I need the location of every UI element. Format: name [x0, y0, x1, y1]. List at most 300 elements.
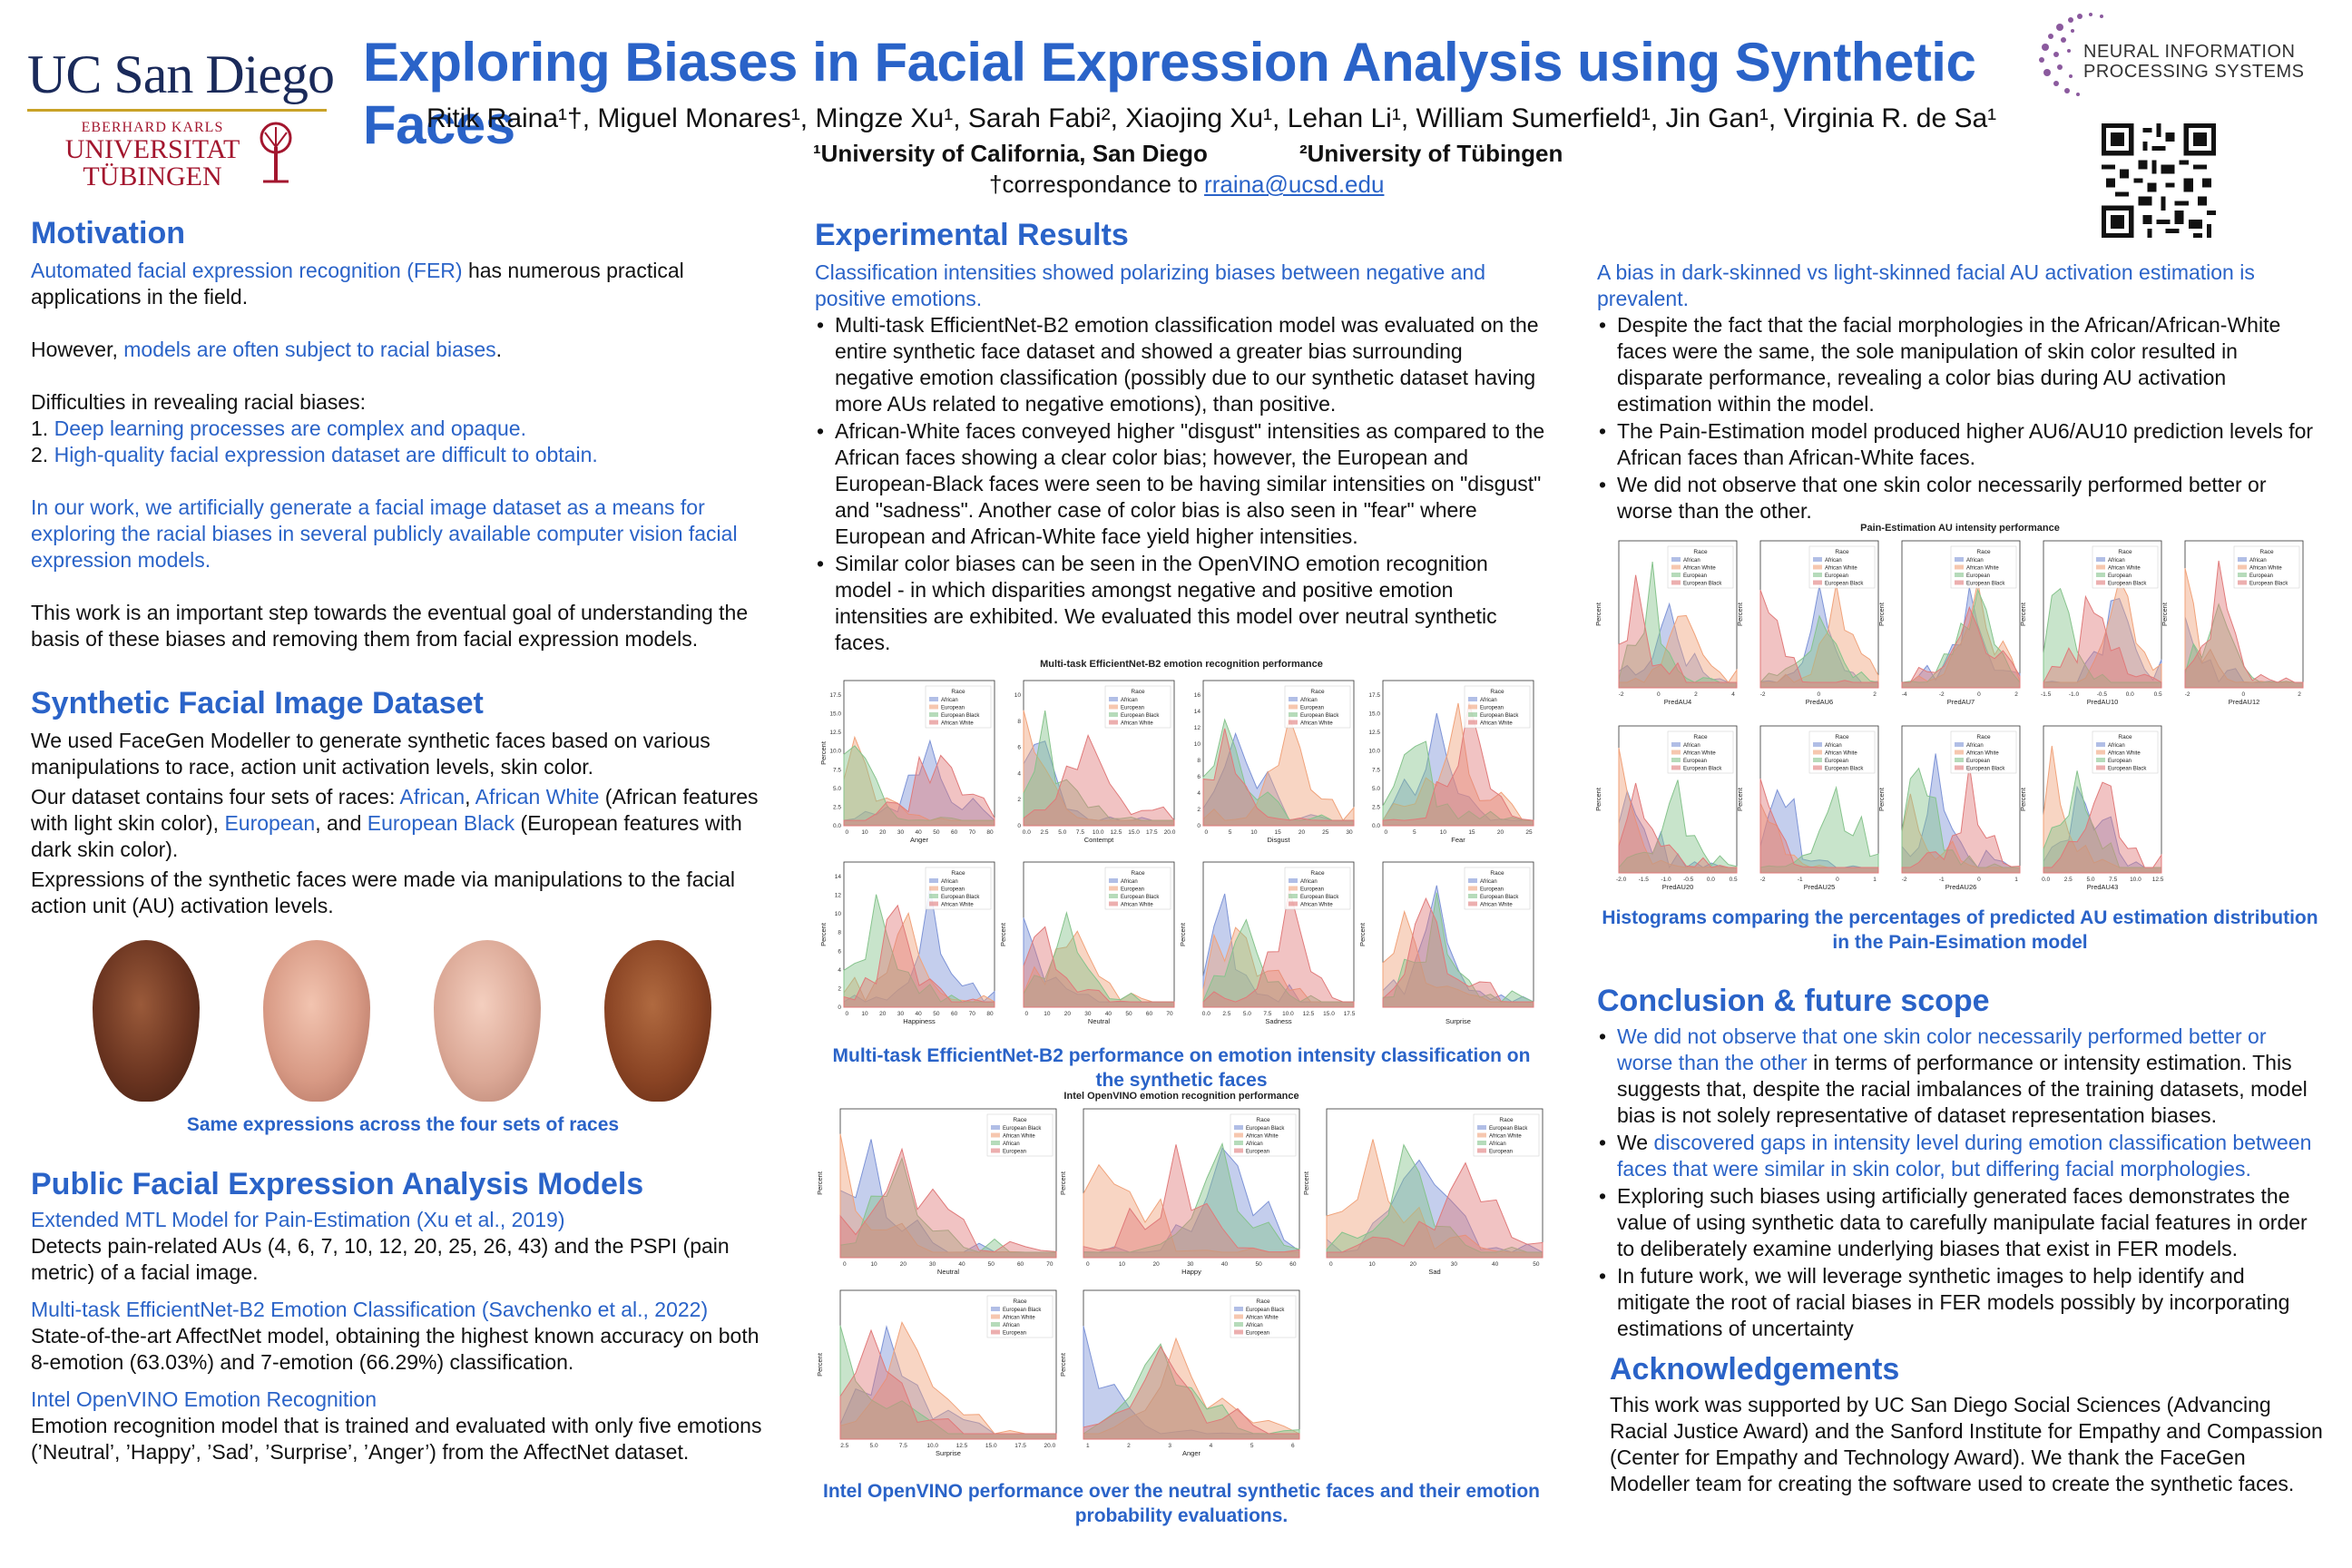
fig3-legend-swatch-4-0: [2238, 557, 2247, 562]
fig1-xtick-1-8: 20.0: [1163, 829, 1176, 836]
fig1-legend-entry-5-1: European: [1121, 887, 1145, 893]
fig3-legend-entry-5-2: European: [1683, 759, 1708, 764]
fig2-xtick-2-0: 0: [1328, 1261, 1333, 1268]
tubingen-logo: [53, 120, 252, 191]
fig1-xtick-6-6: 15.0: [1323, 1011, 1335, 1017]
fig3-xlabel-3: PredAU10: [2086, 698, 2119, 706]
fig3-subplot-3: [2019, 541, 2162, 706]
fig3-legend-swatch-6-1: [1813, 750, 1822, 755]
fig1-title: Multi-task EfficientNet-B2 emotion recognition performance: [1040, 659, 1323, 670]
fig1-ytick-2-4: 8: [1197, 758, 1200, 764]
motivation-p3: Difficulties in revealing racial biases:: [31, 390, 367, 414]
fig1-legend-entry-6-2: European Black: [1300, 895, 1339, 900]
fig2-xlabel-0: Neutral: [936, 1268, 960, 1276]
fig2-legend-swatch-4-3: [1234, 1330, 1243, 1335]
fig1-xtick-0-5: 50: [933, 829, 940, 836]
fig1-ytick-1-1: 2: [1017, 797, 1021, 804]
fig1-xtick-4-5: 50: [933, 1011, 940, 1017]
fig1-legend-entry-7-2: European Black: [1480, 895, 1519, 900]
fig3-legend-swatch-2-3: [1955, 581, 1964, 585]
difficulty-1-number: 1.: [31, 416, 54, 440]
fig3-legend-swatch-1-1: [1813, 565, 1822, 570]
fig1-ytick-2-5: 10: [1193, 741, 1200, 748]
fig3-legend-entry-0-1: African White: [1683, 565, 1716, 572]
fig2-legend-swatch-0-2: [991, 1141, 1000, 1145]
fig2-ylabel-2: Percent: [1302, 1171, 1310, 1195]
fig3-legend-entry-6-3: European Black: [1825, 766, 1864, 772]
difficulty-2: [31, 442, 775, 468]
fig3-legend-title-3: Race: [2118, 549, 2132, 555]
fig3-legend-title-7: Race: [1976, 734, 1991, 740]
fig3-legend-entry-3-2: European: [2108, 573, 2132, 579]
fig1-xtick-5-6: 60: [1145, 1011, 1153, 1017]
fig2-chart: [817, 1102, 1546, 1483]
dataset-heading: Synthetic Facial Image Dataset: [31, 686, 484, 720]
fig1-ytick-4-5: 10: [834, 911, 841, 918]
face-african: [93, 940, 200, 1102]
fig1-xtick-5-4: 40: [1104, 1011, 1112, 1017]
fig1-xtick-1-5: 12.5: [1110, 829, 1122, 836]
fig3-legend-entry-5-0: African: [1683, 743, 1700, 749]
fig2-xtick-4-3: 4: [1209, 1443, 1213, 1449]
correspondence-email-link[interactable]: rraina@ucsd.edu: [1204, 171, 1385, 198]
fig3-chart: [1594, 532, 2323, 902]
fig1-legend-swatch-4-0: [929, 878, 938, 883]
fig1-legend-entry-6-3: African White: [1300, 902, 1333, 908]
author-list: Ritik Raina¹†, Miguel Monares¹, Mingze Xu¹, Sarah Fabi², Xiaojing Xu¹, Lehan Li¹, William Sumerfield¹, Jin Gan¹, Virginia R. de Sa¹: [426, 103, 1997, 133]
fig2-xtick-2-3: 30: [1450, 1261, 1458, 1268]
fig1-xtick-4-2: 20: [879, 1011, 887, 1017]
fig3-legend-swatch-1-3: [1813, 581, 1822, 585]
fig1-xtick-1-1: 2.5: [1040, 829, 1049, 836]
fig2-legend-swatch-3-0: [991, 1307, 1000, 1311]
fig1-legend-entry-3-3: African White: [1480, 720, 1513, 727]
fig2-legend-entry-3-3: European: [1003, 1330, 1027, 1337]
fig2-legend-entry-2-1: African White: [1489, 1133, 1522, 1140]
fig1-caption: Multi-task EfficientNet-B2 performance on emotion intensity classification on the synthetic faces: [832, 1045, 1531, 1091]
fig1-ytick-0-6: 15.0: [829, 710, 841, 718]
dataset-comma-1: ,: [465, 785, 475, 808]
conclusion-bullet-4: • In future work, we will leverage synthetic images to help identify and mitigate the root of racial biases in FER models possibly by incorporating estimations of uncertainty: [1597, 1263, 2323, 1342]
fig1-ytick-3-1: 2.5: [1371, 804, 1380, 811]
fig3-legend-swatch-8-2: [2096, 758, 2105, 762]
fig1-xtick-4-6: 60: [950, 1011, 958, 1017]
fig3-legend-swatch-6-3: [1813, 766, 1822, 770]
fig1-xtick-0-1: 10: [861, 829, 868, 836]
fig3-legend-swatch-2-0: [1955, 557, 1964, 562]
motivation-p2: [31, 337, 775, 363]
fig3-legend-title-0: Race: [1693, 549, 1708, 555]
tubingen-logo-line2: TÜBINGEN: [83, 162, 222, 191]
affiliation-ucsd: ¹University of California, San Diego: [813, 140, 1208, 167]
race-african-white: African White: [475, 785, 600, 808]
fig1-legend-title-3: Race: [1490, 689, 1504, 695]
fig2-ylabel-1: Percent: [1059, 1171, 1067, 1195]
model-2-title: Multi-task EfficientNet-B2 Emotion Classification (Savchenko et al., 2022): [31, 1298, 709, 1321]
fig3-xtick-5-1: -1.5: [1638, 877, 1649, 883]
fig3-xtick-8-4: 10.0: [2130, 877, 2141, 883]
fig1-xtick-1-7: 17.5: [1145, 829, 1158, 836]
fig1-legend-entry-7-1: European: [1480, 887, 1504, 893]
fig3-xtick-7-2: 0: [1977, 877, 1981, 883]
conclusion-1-highlight: We did not observe that one skin color necessarily performed better or worse than the other: [1617, 1024, 2267, 1074]
fig2-xtick-2-4: 40: [1492, 1261, 1499, 1268]
fig3-legend-swatch-0-3: [1671, 581, 1681, 585]
fig1-ylabel-0: Percent: [819, 741, 828, 765]
fig1-xtick-5-0: 0: [1024, 1011, 1029, 1017]
fig1-xtick-3-5: 25: [1525, 829, 1533, 836]
motivation-heading: Motivation: [31, 216, 185, 250]
fig1-legend-swatch-5-2: [1109, 894, 1118, 898]
fig2-xtick-2-1: 10: [1368, 1261, 1376, 1268]
results-bullet-2: • African-White faces conveyed higher "disgust" intensities as compared to the African faces showing a clear color bias; however, the European and European-Black faces were seen to be having similar intensities on "disgust" and "sadness". Another case of color bias is also seen in "fear" where European and African-White face yield higher intensities.: [815, 418, 1546, 550]
fig3-subplot-2: [1877, 541, 2020, 706]
fig1-legend-entry-5-2: European Black: [1121, 895, 1160, 900]
dataset-p2-end: (European features with dark skin color).: [31, 811, 742, 861]
fig2-legend-entry-4-3: European: [1246, 1330, 1270, 1337]
fig3-legend-title-6: Race: [1835, 734, 1849, 740]
fig1-xtick-3-0: 0: [1384, 829, 1388, 836]
fig3-legend-entry-5-3: European Black: [1683, 766, 1722, 772]
ack-heading: Acknowledgements: [1610, 1352, 1900, 1387]
fig1-legend-swatch-6-3: [1289, 902, 1298, 906]
au-bullet-2: • The Pain-Estimation model produced higher AU6/AU10 prediction levels for African faces than African-White faces.: [1597, 418, 2323, 471]
fig2-legend-swatch-2-2: [1477, 1141, 1486, 1145]
fig2-subplot-3: [816, 1290, 1056, 1457]
fig1-legend-swatch-0-2: [929, 712, 938, 717]
fig1-chart: [817, 668, 1546, 1040]
fig2-legend-swatch-1-0: [1234, 1125, 1243, 1130]
fig1-legend-entry-1-3: African White: [1121, 720, 1153, 727]
fig3-xlabel-2: PredAU7: [1946, 698, 1975, 706]
fig1-xtick-6-0: 0.0: [1201, 1011, 1210, 1017]
fig1-subplot-2: [1194, 681, 1354, 844]
fig1-legend-entry-3-2: European Black: [1480, 713, 1519, 719]
fig3-legend-entry-0-2: European: [1683, 573, 1708, 579]
difficulty-2-number: 2.: [31, 443, 54, 466]
fig1-legend-swatch-2-1: [1289, 705, 1298, 710]
au-bullet-3: • We did not observe that one skin color necessarily performed better or worse than the other.: [1597, 472, 2323, 524]
fig1-legend-entry-6-0: African: [1300, 879, 1318, 885]
fig2-legend-entry-3-2: African: [1003, 1323, 1020, 1328]
fig1-xlabel-5: Neutral: [1087, 1017, 1111, 1025]
fig1-xtick-0-8: 80: [986, 829, 994, 836]
fig3-legend-entry-2-1: African White: [1966, 565, 1999, 572]
fig1-ytick-0-0: 0.0: [832, 823, 841, 829]
fig3-xlabel-0: PredAU4: [1663, 698, 1692, 706]
fig1-legend-entry-7-0: African: [1480, 879, 1497, 885]
fig2-xtick-4-4: 5: [1250, 1443, 1254, 1449]
motivation-p1-rest: has numerous practical applications in the field.: [31, 259, 684, 309]
fig1-xtick-5-2: 20: [1063, 1011, 1071, 1017]
fig1-xtick-3-2: 10: [1439, 829, 1447, 836]
fig3-legend-entry-1-0: African: [1825, 558, 1842, 564]
fig3-legend-swatch-7-0: [1955, 742, 1964, 747]
fig1-xtick-5-5: 50: [1125, 1011, 1132, 1017]
fig3-legend-entry-1-3: European Black: [1825, 581, 1864, 587]
qr-code-icon: [2102, 123, 2216, 238]
fig3-legend-entry-2-2: European: [1966, 573, 1991, 579]
fig3-legend-entry-8-2: European: [2108, 759, 2132, 764]
fig3-xtick-1-0: -2: [1759, 691, 1766, 698]
fig1-legend-entry-4-0: African: [941, 879, 958, 885]
fig2-xtick-1-2: 20: [1152, 1261, 1160, 1268]
models-heading: Public Facial Expression Analysis Models: [31, 1167, 644, 1201]
correspondence-prefix: †correspondance to: [989, 171, 1205, 198]
fig2-xtick-4-1: 2: [1127, 1443, 1131, 1449]
fig1-legend-swatch-5-1: [1109, 887, 1118, 891]
fig3-xlabel-7: PredAU26: [1945, 883, 1977, 891]
fig3-legend-entry-4-2: European: [2249, 573, 2274, 579]
fig3-legend-swatch-8-1: [2096, 750, 2105, 755]
fig1-ytick-2-7: 14: [1193, 709, 1200, 715]
fig2-legend-swatch-1-2: [1234, 1141, 1243, 1145]
fig3-legend-swatch-0-1: [1671, 565, 1681, 570]
fig3-legend-entry-1-2: European: [1825, 573, 1849, 579]
fig1-legend-entry-1-2: European Black: [1121, 713, 1160, 719]
fig1-xlabel-1: Contempt: [1083, 836, 1114, 844]
fig1-xtick-3-1: 5: [1413, 829, 1416, 836]
fig1-xtick-6-4: 10.0: [1282, 1011, 1294, 1017]
fig3-xtick-6-0: -2: [1759, 877, 1766, 883]
model-1-title: Extended MTL Model for Pain-Estimation (Xu et al., 2019): [31, 1208, 565, 1231]
fig3-legend-swatch-7-1: [1955, 750, 1964, 755]
fig3-ylabel-0: Percent: [1594, 603, 1602, 626]
fig1-ylabel-7: Percent: [1358, 923, 1367, 946]
fig1-legend-entry-1-0: African: [1121, 698, 1138, 703]
fig2-xtick-0-5: 50: [987, 1261, 995, 1268]
fig1-legend-swatch-1-1: [1109, 705, 1118, 710]
fig1-legend-entry-3-0: African: [1480, 698, 1497, 703]
tubingen-tree-icon: [256, 120, 296, 183]
fig1-xtick-0-4: 40: [915, 829, 922, 836]
dataset-p3: Expressions of the synthetic faces were made via manipulations to the facial action unit (AU) activation levels.: [31, 867, 736, 917]
fig1-legend-swatch-7-2: [1468, 894, 1477, 898]
fig1-legend-entry-3-1: European: [1480, 705, 1504, 711]
motivation-p2-end: .: [495, 338, 503, 361]
fig1-ylabel-6: Percent: [1179, 923, 1187, 946]
fig3-legend-entry-3-0: African: [2108, 558, 2125, 564]
fig1-ytick-3-3: 7.5: [1371, 767, 1380, 774]
fig1-legend-entry-2-2: European Black: [1300, 713, 1339, 719]
fig3-ylabel-3: Percent: [2019, 603, 2027, 626]
fig1-xtick-0-2: 20: [879, 829, 887, 836]
fig2-legend-title-1: Race: [1256, 1117, 1270, 1123]
results-bullet-1: • Multi-task EfficientNet-B2 emotion classification model was evaluated on the entire synthetic face dataset and showed a greater bias surrounding negative emotion classification (possibly due to our synthetic dataset having more AUs related to negative emotions), than positive.: [815, 312, 1546, 417]
fig3-legend-swatch-7-3: [1955, 766, 1964, 770]
fig2-subplot-1: [1059, 1109, 1299, 1276]
fig1-ytick-2-8: 16: [1193, 692, 1200, 699]
fig1-legend-entry-2-0: African: [1300, 698, 1318, 703]
model-1-text: Detects pain-related AUs (4, 6, 7, 10, 12, 20, 25, 26, 43) and the PSPI (pain metric) of a facial image.: [31, 1234, 730, 1284]
fig3-xtick-2-2: 0: [1977, 691, 1981, 698]
fig1-xtick-4-3: 30: [897, 1011, 905, 1017]
neurips-logo-line1: NEURAL INFORMATION: [2083, 42, 2296, 62]
motivation-body: [31, 258, 775, 652]
fig1-ytick-1-3: 6: [1017, 744, 1021, 751]
fig3-xtick-4-0: -2: [2184, 691, 2190, 698]
fig1-xtick-4-7: 70: [968, 1011, 975, 1017]
fig1-legend-title-0: Race: [951, 689, 965, 695]
fig1-legend-swatch-3-1: [1468, 705, 1477, 710]
fig3-legend-swatch-8-3: [2096, 766, 2105, 770]
results-subheading-2: A bias in dark-skinned vs light-skinned facial AU activation estimation is prevalent.: [1597, 260, 2255, 310]
fig2-legend-entry-2-0: European Black: [1489, 1126, 1528, 1132]
fig3-legend-entry-2-0: African: [1966, 558, 1984, 564]
fig3-xtick-8-3: 7.5: [2109, 877, 2118, 883]
fig3-legend-swatch-3-3: [2096, 581, 2105, 585]
fig1-legend-entry-5-3: African White: [1121, 902, 1153, 908]
fig3-legend-entry-4-3: European Black: [2249, 581, 2288, 587]
racial-bias-highlight: models are often subject to racial biases: [123, 338, 496, 361]
fig3-legend-entry-5-1: African White: [1683, 750, 1716, 757]
fig1-xtick-1-4: 10.0: [1092, 829, 1104, 836]
fig1-legend-swatch-7-0: [1468, 878, 1477, 883]
fig3-xtick-2-3: 2: [2014, 691, 2018, 698]
fig1-legend-swatch-0-1: [929, 705, 938, 710]
face-european-black: [604, 940, 711, 1102]
fig1-legend-entry-0-0: African: [941, 698, 958, 703]
fig3-title: Pain-Estimation AU intensity performance: [1860, 523, 2060, 534]
fig2-xtick-0-6: 60: [1016, 1261, 1024, 1268]
fig3-legend-swatch-6-2: [1813, 758, 1822, 762]
fig3-panel: [1594, 521, 2323, 902]
fig2-xtick-1-5: 50: [1255, 1261, 1262, 1268]
dataset-p1: We used FaceGen Modeller to generate synthetic faces based on various manipulations to race, action unit activation levels, skin color.: [31, 729, 710, 779]
fig3-legend-swatch-7-2: [1955, 758, 1964, 762]
fig1-ytick-0-1: 2.5: [832, 804, 841, 811]
tubingen-logo-line1: UNIVERSITAT: [64, 134, 240, 164]
fig1-legend-title-2: Race: [1310, 689, 1325, 695]
fig1-ytick-2-3: 6: [1197, 774, 1200, 780]
face-african-white: [263, 940, 370, 1102]
fig2-xtick-1-4: 40: [1220, 1261, 1229, 1268]
motivation-p5: This work is an important step towards the eventual goal of understanding the basis of these biases and removing them from facial expression models.: [31, 601, 749, 651]
fig1-ytick-3-7: 17.5: [1368, 692, 1380, 699]
fig3-legend-swatch-4-3: [2238, 581, 2247, 585]
results-bullet-3: • Similar color biases can be seen in the OpenVINO emotion recognition model - in which disparities amongst negative and positive emotion intensities are exhibited. We evaluated this model over neutral synthetic faces.: [815, 551, 1546, 656]
faces-caption: Same expressions across the four sets of races: [186, 1114, 620, 1135]
conclusion-2-prefix: We: [1617, 1131, 1654, 1154]
fig2-legend-swatch-4-2: [1234, 1322, 1243, 1327]
fig1-xtick-2-4: 20: [1298, 829, 1306, 836]
fig2-legend-swatch-3-3: [991, 1330, 1000, 1335]
fig3-legend-swatch-4-1: [2238, 565, 2247, 570]
fig1-ytick-2-2: 4: [1197, 790, 1200, 797]
fig2-legend-entry-4-0: European Black: [1246, 1308, 1285, 1313]
fig3-xtick-0-2: 2: [1694, 691, 1698, 698]
race-european: European: [224, 811, 316, 835]
fig2-xtick-2-2: 20: [1409, 1261, 1416, 1268]
fig3-legend-entry-7-2: European: [1966, 759, 1991, 764]
fig3-legend-entry-7-3: European Black: [1966, 766, 2005, 772]
fig3-ylabel-5: Percent: [1594, 788, 1602, 811]
fig3-ylabel-7: Percent: [1877, 788, 1886, 811]
fig2-legend-entry-2-3: European: [1489, 1149, 1514, 1155]
fig2-legend-title-4: Race: [1256, 1298, 1270, 1305]
fig2-xlabel-2: Sad: [1428, 1268, 1441, 1276]
fig3-ylabel-4: Percent: [2161, 603, 2169, 626]
fig1-ytick-4-1: 2: [838, 985, 841, 993]
fig2-xtick-3-6: 17.5: [1014, 1443, 1026, 1449]
fig1-xtick-0-0: 0: [845, 829, 849, 836]
conclusion-heading: Conclusion & future scope: [1597, 984, 1990, 1018]
fig3-xtick-3-1: -1.0: [2068, 691, 2080, 698]
fig1-xtick-4-1: 10: [861, 1011, 868, 1017]
ucsd-logo-underline: [27, 109, 327, 112]
fig1-legend-swatch-4-2: [929, 894, 938, 898]
fig1-xtick-6-5: 12.5: [1302, 1011, 1315, 1017]
fig1-legend-swatch-6-2: [1289, 894, 1298, 898]
au-bullet-1: • Despite the fact that the facial morphologies in the African/African-White faces were the same, the sole manipulation of skin color resulted in disparate performance, revealing a color bias during AU activation estimation within the model.: [1597, 312, 2323, 417]
fig1-legend-swatch-3-0: [1468, 697, 1477, 701]
fig2-legend-swatch-4-1: [1234, 1315, 1243, 1319]
fig1-xlabel-2: Disgust: [1267, 836, 1290, 844]
affiliation-tubingen: ²University of Tübingen: [1299, 140, 1563, 167]
fig1-legend-title-4: Race: [951, 870, 965, 877]
dataset-p2-mid: (African features with light skin color),: [31, 785, 759, 835]
fig2-legend-entry-1-1: African White: [1246, 1133, 1279, 1140]
fig2-legend-title-2: Race: [1499, 1117, 1514, 1123]
fig1-xtick-1-2: 5.0: [1058, 829, 1067, 836]
fig3-xtick-6-2: 0: [1836, 877, 1839, 883]
fig3-legend-entry-6-1: African White: [1825, 750, 1857, 757]
fig3-legend-entry-1-1: African White: [1825, 565, 1857, 572]
fig2-caption: Intel OpenVINO performance over the neutral synthetic faces and their emotion probability evaluations.: [822, 1481, 1540, 1526]
fig1-xtick-0-6: 60: [950, 829, 958, 836]
fig1-xtick-6-1: 2.5: [1222, 1011, 1231, 1017]
fig1-legend-title-1: Race: [1131, 689, 1145, 695]
fig3-xtick-4-2: 2: [2298, 691, 2301, 698]
fig3-subplot-6: [1736, 726, 1878, 891]
fig1-ytick-3-6: 15.0: [1368, 710, 1380, 718]
fig1-legend-entry-0-3: African White: [941, 720, 974, 727]
fig3-legend-title-8: Race: [2118, 734, 2132, 740]
fig3-legend-swatch-3-0: [2096, 557, 2105, 562]
fig2-subplot-4: [1059, 1290, 1299, 1457]
fig3-legend-swatch-0-0: [1671, 557, 1681, 562]
fig2-legend-swatch-0-0: [991, 1125, 1000, 1130]
fig1-legend-swatch-0-3: [929, 720, 938, 725]
fig1-ytick-3-5: 12.5: [1368, 730, 1380, 737]
fig3-xtick-8-0: 0.0: [2042, 877, 2051, 883]
fig1-ytick-4-4: 8: [838, 929, 841, 936]
fig3-legend-entry-4-1: African White: [2249, 565, 2282, 572]
conclusion-bullet-1: [1597, 1024, 2323, 1129]
fig2-legend-entry-1-2: African: [1246, 1142, 1263, 1147]
results-heading: Experimental Results: [815, 218, 1129, 252]
fig3-legend-entry-6-2: European: [1825, 759, 1849, 764]
fig1-xtick-3-4: 20: [1496, 829, 1504, 836]
fig1-legend-swatch-7-1: [1468, 887, 1477, 891]
fig1-legend-entry-0-1: European: [941, 705, 965, 711]
fig1-legend-swatch-5-3: [1109, 902, 1118, 906]
fig1-ytick-2-6: 12: [1193, 725, 1200, 731]
fig1-ylabel-4: Percent: [819, 923, 828, 946]
fig1-legend-swatch-6-1: [1289, 887, 1298, 891]
fig1-ytick-4-3: 6: [838, 948, 841, 956]
fig2-subplot-0: [816, 1109, 1056, 1276]
fig1-legend-entry-6-1: European: [1300, 887, 1325, 893]
difficulty-1: [31, 416, 775, 442]
fig1-legend-title-7: Race: [1490, 870, 1504, 877]
fig1-legend-swatch-4-3: [929, 902, 938, 906]
fig3-legend-entry-0-3: European Black: [1683, 581, 1722, 587]
fig1-legend-swatch-1-0: [1109, 697, 1118, 701]
fig3-legend-swatch-3-1: [2096, 565, 2105, 570]
fig1-legend-swatch-0-0: [929, 697, 938, 701]
fig2-subplot-2: [1302, 1109, 1543, 1276]
